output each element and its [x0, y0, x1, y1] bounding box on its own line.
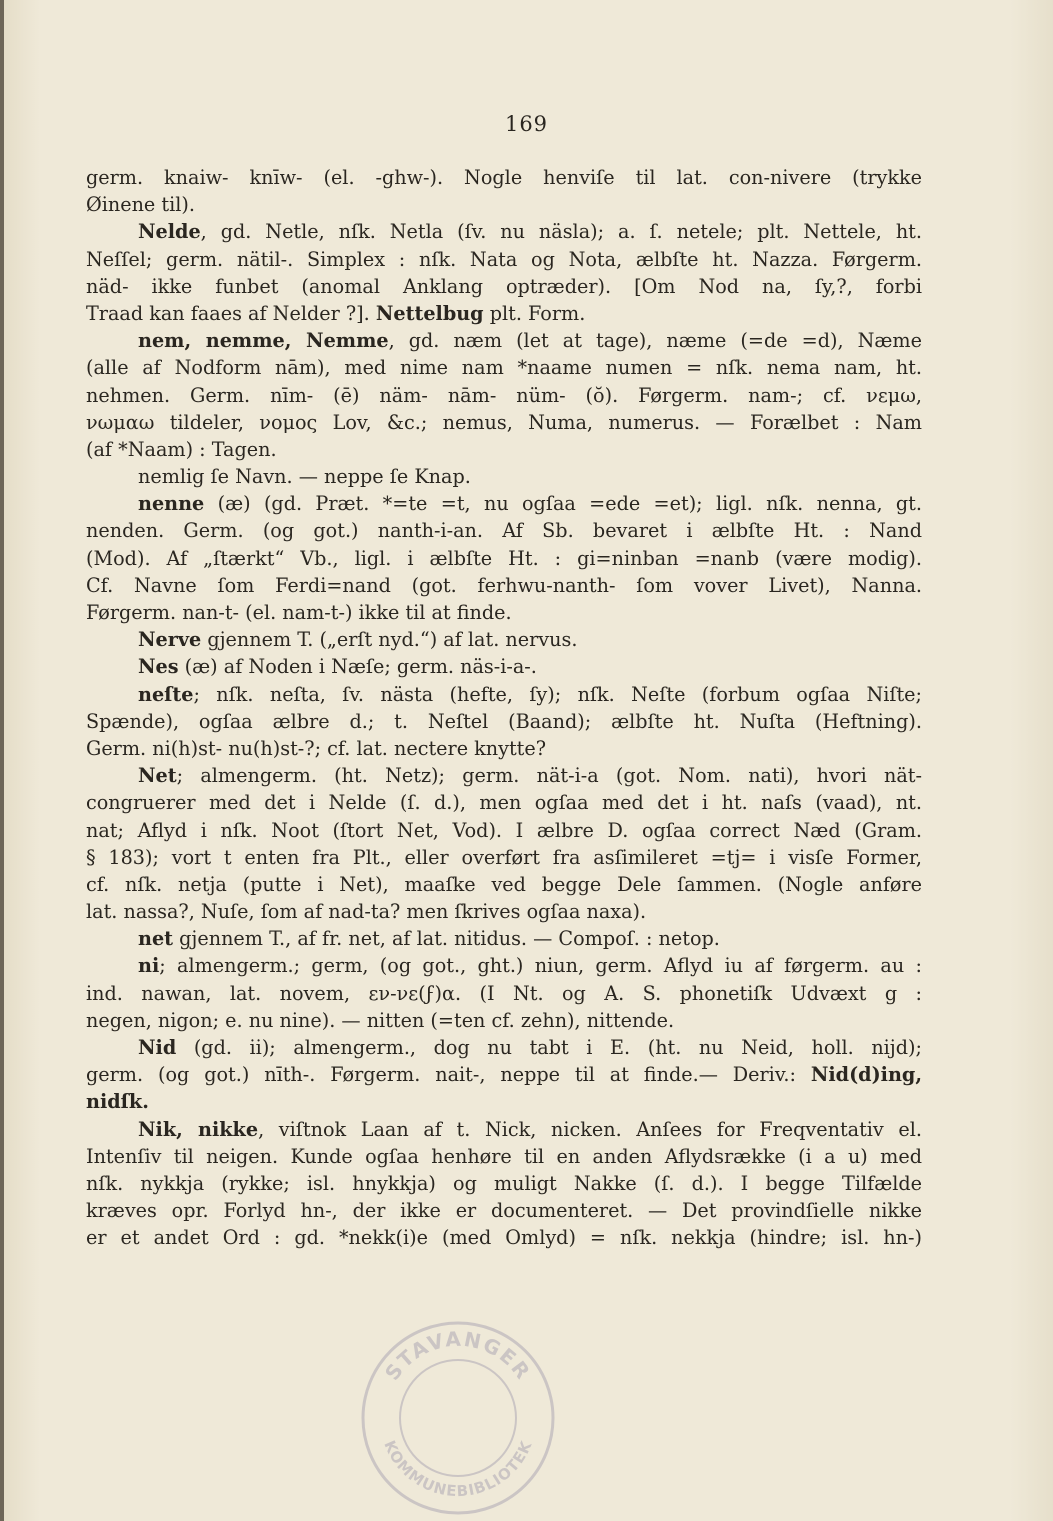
entry-text: ind. nawan, lat. novem, εν-νε(ϝ)α. (I Nt. og A. S. phonetiſk Udvæxt g : [86, 981, 922, 1005]
text-line [86, 273, 922, 300]
entry-text: congruerer med det i Nelde (ſ. d.), men ogſaa med det i ht. naſs (vaad), nt. [86, 791, 922, 815]
text-line [86, 789, 922, 816]
entry-text: germ. (og got.) nīth-. Førgerm. nait-, neppe til at finde.— Deriv.: [86, 1063, 811, 1087]
text-line [86, 1170, 922, 1197]
headword: Nid [138, 1036, 177, 1059]
entry-text: nehmen. Germ. nīm- (ē) näm- nām- nüm- (ŏ). Førgerm. nam-; cf. νεμω, [86, 383, 922, 407]
headword: neſte [138, 682, 194, 706]
text-line [86, 436, 922, 463]
text-line [86, 1061, 922, 1088]
text-line [86, 925, 922, 952]
text-line [86, 572, 922, 599]
text-line [86, 1116, 922, 1143]
entry-text: nſk. nykkja (rykke; isl. hnykkja) og muligt Nakke (ſ. d.). I begge Tilfælde [86, 1171, 922, 1195]
text-line [86, 246, 922, 273]
text-line [86, 762, 922, 789]
entry-text: gjennem T. („erſt nyd.“) af lat. nervus. [201, 628, 578, 652]
text-line [86, 1088, 922, 1115]
svg-text:STAVANGER: STAVANGER [380, 1326, 536, 1385]
svg-text:KOMMUNEBIBLIOTEK: KOMMUNEBIBLIOTEK [380, 1437, 536, 1501]
text-line [86, 517, 922, 544]
headword: ni [138, 954, 160, 978]
entry-text: , gd. Netle, nſk. Netla (ſv. nu näsla); a. ſ. netele; plt. Nettele, ht. [200, 220, 922, 244]
entry-text: (Mod). Af „ſtærkt“ Vb., ligl. i ælbſte Ht. : gi=ninban =nanb (være modig). [86, 546, 922, 570]
text-line [86, 164, 922, 191]
page-spine-edge [0, 0, 4, 1521]
entry-text: nenden. Germ. (og got.) nanth-i-an. Af Sb. bevaret i ælbſte Ht. : Nand [86, 519, 922, 543]
headword: net [138, 927, 174, 951]
text-line [86, 844, 922, 871]
entry-text: Intenſiv til neigen. Kunde ogſaa henhøre til en anden Aflydsrække (i a u) med [86, 1144, 922, 1168]
text-line [86, 409, 922, 436]
entry-text: cf. nſk. netja (putte i Net), maaſke ved begge Dele ſammen. (Nogle anføre [86, 872, 922, 896]
entry-text: Øinene til). [86, 193, 195, 217]
entry-text: lat. nassa?, Nuſe, ſom af nad-ta? men ſkrives ogſaa naxa). [86, 900, 647, 924]
entry-text: (af *Naam) : Tagen. [86, 437, 277, 461]
entry-text: kræves opr. Forlyd hn-, der ikke er documenteret. — Det provindſielle nikke [86, 1199, 922, 1223]
entry-text: ; nſk. neſta, ſv. nästa (hefte, ſy); nſk. Neſte (forbum ogſaa Niſte; [193, 682, 922, 706]
text-line [86, 980, 922, 1007]
entry-text: , gd. næm (let at tage), næme (=de =d), Næme [388, 329, 922, 353]
entry-text: Førgerm. nan-t- (el. nam-t-) ikke til at finde. [86, 601, 512, 624]
entry-text: νωμαω tildeler, νομος Lov, &c.; nemus, Numa, numerus. — Forælbet : Nam [86, 410, 922, 434]
headword: nidſk. [86, 1090, 149, 1114]
text-line [86, 300, 922, 327]
entry-text: Traad kan faaes af Nelder ?]. [86, 301, 376, 325]
text-line [86, 681, 922, 708]
entry-text: Neſſel; germ. nätil-. Simplex : nſk. Nata og Nota, ælbſte ht. Nazza. Førgerm. [86, 247, 922, 271]
text-line [86, 599, 922, 626]
headword: Nes [138, 655, 179, 679]
text-line [86, 708, 922, 735]
headword: Nerve [138, 628, 202, 652]
entry-text: nat; Aflyd i nſk. Noot (ſtort Net, Vod). I ælbre D. ogſaa correct Næd (Gram. [86, 818, 922, 842]
text-line [86, 1143, 922, 1170]
text-line [86, 653, 922, 680]
text-line [86, 1197, 922, 1224]
entry-text: negen, nigon; e. nu nine). — nitten (=ten cf. zehn), nittende. [86, 1008, 675, 1032]
headword: Nettelbug [375, 301, 484, 325]
entry-text: er et andet Ord : gd. *nekk(i)e (med Omlyd) = nſk. nekkja (hindre; isl. hn-) [86, 1226, 922, 1250]
text-line [86, 463, 922, 490]
headword: Nelde [138, 220, 201, 244]
headword: nem, nemme, Nemme [138, 329, 389, 353]
text-line [86, 191, 922, 218]
entry-text: ; almengerm.; germ, (og got., ght.) niun, germ. Aflyd iu af førgerm. au : [159, 954, 922, 978]
text-line [86, 1224, 922, 1251]
text-line [86, 735, 922, 762]
text-line [86, 218, 922, 245]
entry-text: (æ) af Noden i Næſe; germ. näs-i-a-. [178, 655, 537, 679]
entry-text: näd- ikke funbet (anomal Anklang optræder). [Om Nod na, ſy,?, forbi [86, 274, 922, 298]
entry-text: , viſtnok Laan af t. Nick, nicken. Anſees for Freqventativ el. [258, 1117, 922, 1141]
headword: Nik, nikke [138, 1117, 259, 1141]
text-line [86, 626, 922, 653]
entry-text: nemlig ſe Navn. — neppe ſe Knap. [138, 465, 471, 489]
text-line [86, 382, 922, 409]
headword: Nid(d)ing, [810, 1063, 922, 1087]
entry-text: (gd. ii); almengerm., dog nu tabt i E. (ht. nu Neid, holl. nijd); [176, 1036, 922, 1059]
text-line [86, 871, 922, 898]
entry-text: plt. Form. [483, 301, 586, 325]
entry-text: ; almengerm. (ht. Netz); germ. nät-i-a (got. Nom. nati), hvori nät- [176, 764, 922, 788]
text-line [86, 817, 922, 844]
entry-text: Spænde), ogſaa ælbre d.; t. Neſtel (Baand); ælbſte ht. Nuſta (Heftning). [86, 709, 922, 733]
text-line [86, 1007, 922, 1034]
entry-text: § 183); vort t enten fra Plt., eller overført fra asſimileret =tj= i visſe Former, [86, 845, 922, 869]
entry-text: germ. knaiw- knīw- (el. -ghw-). Nogle henviſe til lat. con-nivere (trykke [86, 166, 922, 189]
text-line [86, 327, 922, 354]
text-line [86, 354, 922, 381]
text-line [86, 1034, 922, 1061]
text-line [86, 545, 922, 572]
page-number: 169 [504, 112, 549, 136]
headword: Net [138, 764, 177, 788]
entry-text: (æ) (gd. Præt. *=te =t, nu ogſaa =ede =et); ligl. nſk. nenna, gt. [204, 492, 922, 516]
library-stamp [358, 1318, 558, 1518]
entry-text: Germ. ni(h)st- nu(h)st-?; cf. lat. nectere knytte? [86, 736, 547, 760]
text-line [86, 952, 922, 979]
text-line [86, 490, 922, 517]
text-line [86, 898, 922, 925]
entry-text: gjennem T., af fr. net, af lat. nitidus. — Compoſ. : netop. [173, 927, 720, 951]
headword: nenne [138, 492, 205, 516]
entry-text: Cf. Navne ſom Ferdi=nand (got. ferhwu-nanth- ſom vover Livet), Nanna. [86, 573, 922, 597]
entry-text: (alle af Nodform nām), med nime nam *naame numen = nſk. nema nam, ht. [86, 356, 922, 380]
dictionary-text-body [86, 164, 922, 1252]
